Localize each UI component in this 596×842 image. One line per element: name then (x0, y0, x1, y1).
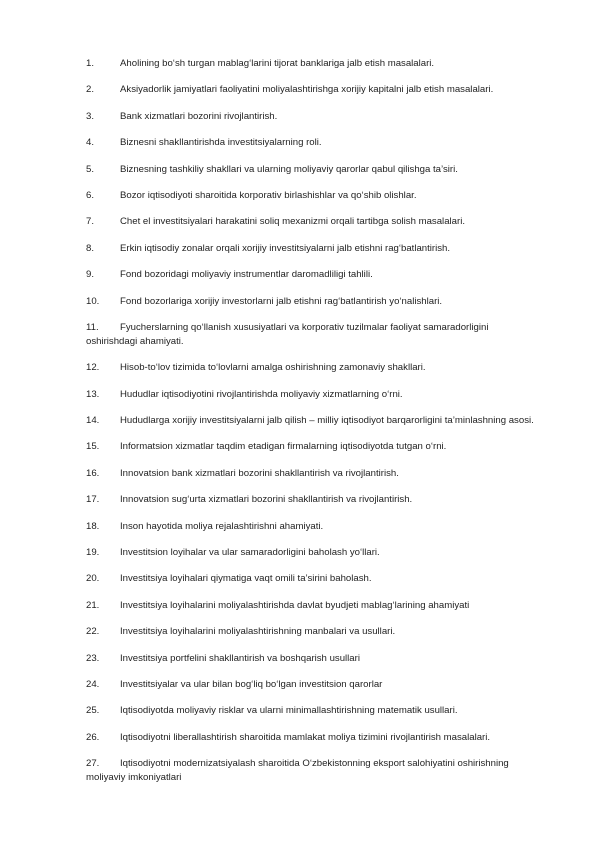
list-item (86, 136, 538, 150)
list-item (86, 242, 538, 256)
item-number: 18. (86, 520, 100, 532)
list-item (86, 268, 538, 282)
item-text: Fond bozorlariga xorijiy investorlarni jalb etishni rag‘batlantirish yo‘nalishlari. (120, 295, 443, 307)
list-item (86, 189, 538, 203)
item-text: Investitsion loyihalar va ular samaradorligini baholash yo‘llari. (120, 547, 380, 559)
item-text: Aholining bo‘sh turgan mablag‘larini tijorat banklariga jalb etish masalalari. (120, 58, 435, 69)
item-text: Innovatsion sug‘urta xizmatlari bozorini shakllantirish va rivojlantirish. (120, 494, 413, 506)
item-number: 6. (86, 189, 95, 201)
item-text: Chet el investitsiyalari harakatini soliq mexanizmi orqali tartibga solish masalalari. (120, 216, 465, 228)
list-item (86, 321, 538, 349)
item-number: 2. (86, 84, 95, 96)
item-text: Hududlarga xorijiy investitsiyalarni jalb qilish – milliy iqtisodiyot barqarorligini ta’minlashning asosi. (120, 415, 534, 427)
list-item (86, 520, 538, 534)
item-number: 14. (86, 415, 100, 427)
item-number: 7. (86, 216, 95, 228)
item-text: Aksiyadorlik jamiyatlari faoliyatini moliyalashtirishga xorijiy kapitalni jalb etish masalalari. (120, 84, 494, 96)
list-item (86, 652, 538, 666)
item-text: Innovatsion bank xizmatlari bozorini shakllantirish va rivojlantirish. (120, 467, 399, 479)
item-text: Investitsiya loyihalarini moliyalashtirishning manbalari va usullari. (120, 626, 396, 638)
item-number: 3. (86, 110, 95, 122)
item-text: Inson hayotida moliya rejalashtirishni ahamiyati. (120, 520, 324, 532)
item-number: 25. (86, 705, 100, 717)
item-number: 1. (86, 58, 95, 69)
list-item (86, 757, 538, 785)
item-text: Investitsiyalar va ular bilan bog‘liq bo‘lgan investitsion qarorlar (120, 678, 383, 690)
list-item (86, 704, 538, 718)
item-number: 21. (86, 599, 100, 611)
list-item (86, 572, 538, 586)
item-number: 22. (86, 626, 100, 638)
item-text: Investitsiya loyihalarini moliyalashtirishda davlat byudjeti mablag‘larining ahamiyati (120, 599, 470, 611)
item-text: Fyucherslarning qo‘llanish xususiyatlari va korporativ tuzilmalar faoliyat samaradorligini oshirishdagi ahamiyati. (86, 321, 489, 347)
item-text: Bank xizmatlari bozorini rivojlantirish. (120, 110, 278, 122)
list-item (86, 493, 538, 507)
item-text: Hisob-to‘lov tizimida to‘lovlarni amalga oshirishning zamonaviy shakllari. (120, 362, 426, 374)
list-item (86, 625, 538, 639)
item-text: Biznesning tashkiliy shakllari va ularning moliyaviy qarorlar qabul qilishga ta’siri. (120, 163, 458, 175)
list-item (86, 215, 538, 229)
item-text: Fond bozoridagi moliyaviy instrumentlar daromadliligi tahlili. (120, 269, 373, 281)
item-number: 27. (86, 758, 100, 770)
item-number: 15. (86, 441, 100, 453)
item-text: Informatsion xizmatlar taqdim etadigan firmalarning iqtisodiyotda tutgan o‘rni. (120, 441, 447, 453)
list-item (86, 388, 538, 402)
item-number: 9. (86, 269, 95, 281)
item-text: Investitsiya loyihalari qiymatiga vaqt omili ta’sirini baholash. (120, 573, 372, 585)
list-item (86, 414, 538, 428)
item-number: 19. (86, 547, 100, 559)
item-number: 12. (86, 362, 100, 374)
item-number: 5. (86, 163, 95, 175)
item-text: Iqtisodiyotni modernizatsiyalash sharoitida O‘zbekistonning eksport salohiyatini oshirishning moliyaviy imkoniyatlari (86, 758, 509, 784)
list-item (86, 83, 538, 97)
item-number: 20. (86, 573, 100, 585)
item-number: 17. (86, 494, 100, 506)
item-text: Iqtisodiyotda moliyaviy risklar va ularni minimallashtirishning matematik usullari. (120, 705, 458, 717)
list-item (86, 546, 538, 560)
item-text: Investitsiya portfelini shakllantirish va boshqarish usullari (120, 652, 360, 664)
list-item (86, 361, 538, 375)
item-text: Bozor iqtisodiyoti sharoitida korporativ birlashishlar va qo‘shib olishlar. (120, 189, 417, 201)
list-item (86, 295, 538, 309)
item-number: 23. (86, 652, 100, 664)
item-text: Erkin iqtisodiy zonalar orqali xorijiy investitsiyalarni jalb etishni rag‘batlantirish. (120, 242, 451, 254)
list-item (86, 110, 538, 124)
item-number: 26. (86, 731, 100, 743)
list-item (86, 467, 538, 481)
item-number: 16. (86, 467, 100, 479)
item-number: 8. (86, 242, 95, 254)
item-number: 4. (86, 137, 95, 149)
list-item (86, 440, 538, 454)
item-number: 11. (86, 321, 99, 333)
item-text: Biznesni shakllantirishda investitsiyalarning roli. (120, 137, 322, 149)
list-item (86, 57, 538, 71)
list-item (86, 599, 538, 613)
item-text: Hududlar iqtisodiyotini rivojlantirishda moliyaviy xizmatlarning o‘rni. (120, 388, 403, 400)
list-item (86, 163, 538, 177)
item-number: 24. (86, 678, 100, 690)
list-item (86, 731, 538, 745)
topic-list (86, 57, 538, 798)
item-text: Iqtisodiyotni liberallashtirish sharoitida mamlakat moliya tizimini rivojlantirish masalalari. (120, 731, 491, 743)
list-item (86, 678, 538, 692)
item-number: 13. (86, 388, 100, 400)
item-number: 10. (86, 295, 100, 307)
